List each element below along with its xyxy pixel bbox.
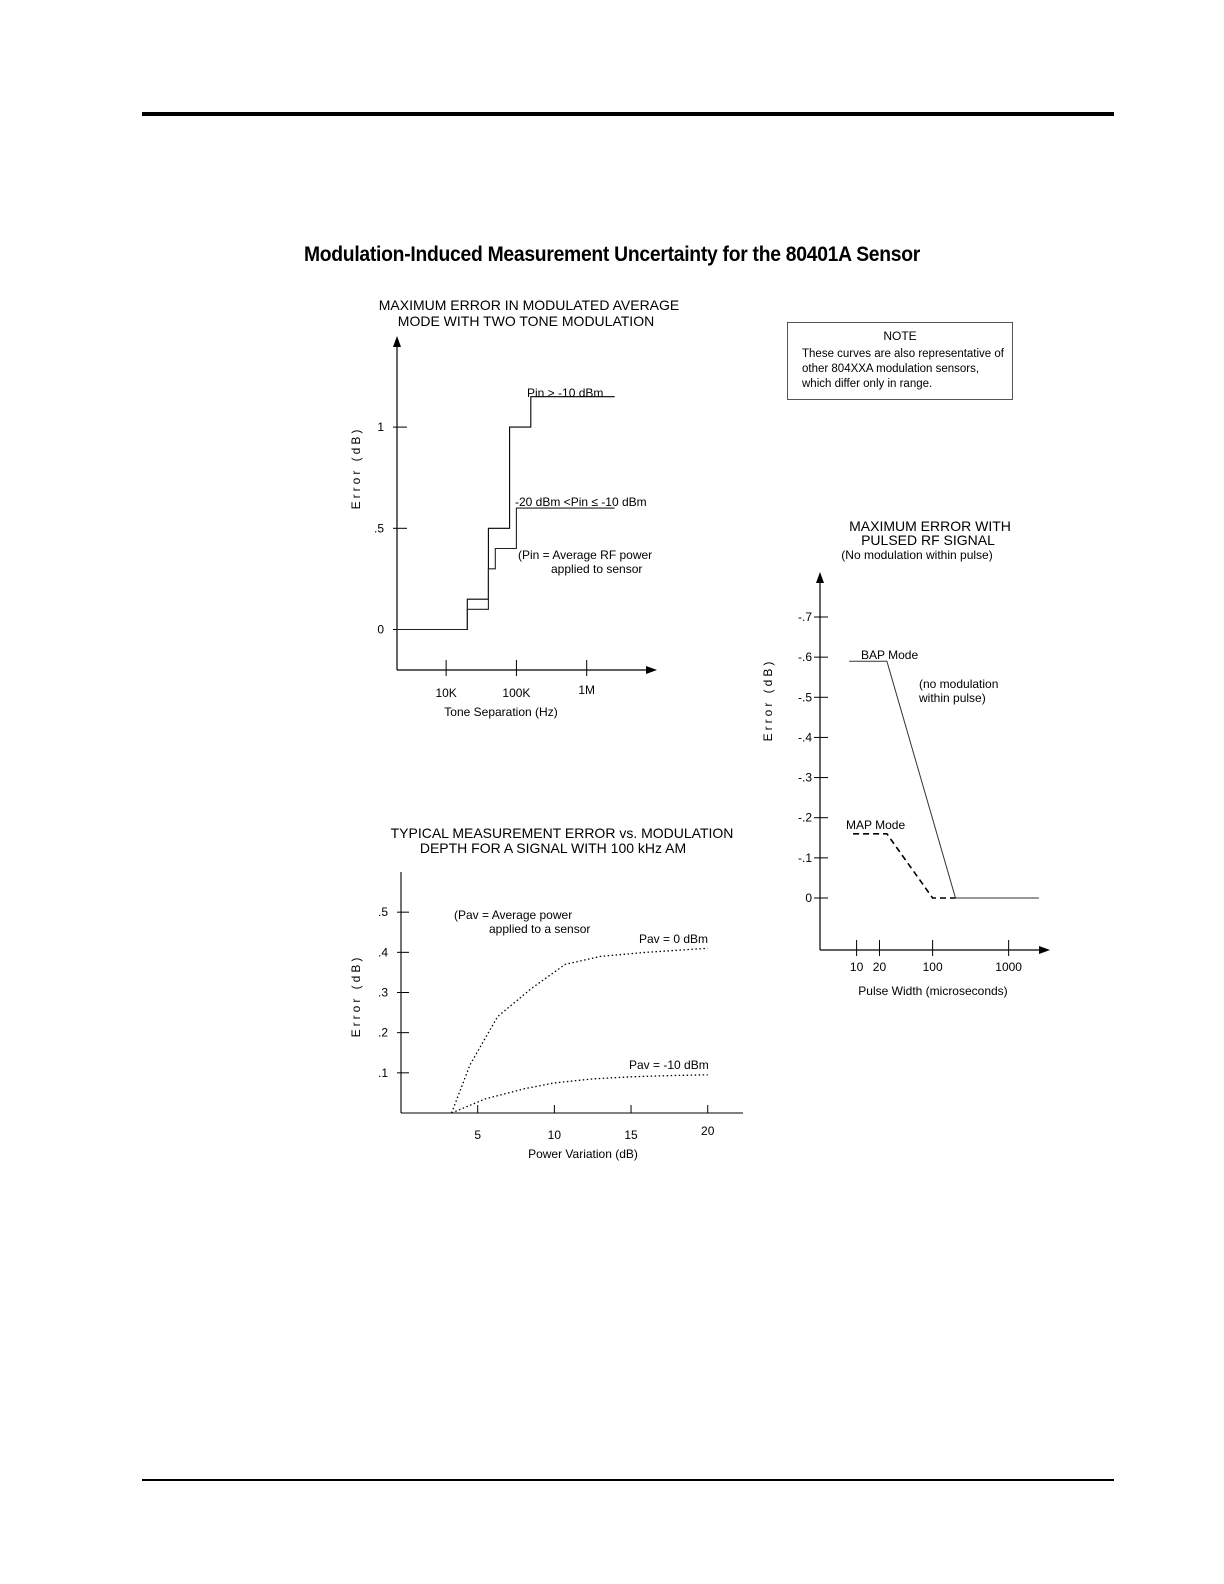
note-title: NOTE xyxy=(883,329,917,343)
chart2-x-tick-label-0: 10 xyxy=(849,960,864,974)
chart2-y-tick-label-2: -.2 xyxy=(797,810,812,825)
chart1-y-tick-label-1: .5 xyxy=(373,521,384,536)
chart3-series-line-1 xyxy=(452,1075,708,1113)
chart3-series-label-1: Pav = -10 dBm xyxy=(629,1058,709,1072)
chart1-y-axis-label: Error (dB) xyxy=(349,426,363,510)
chart2-y-tick-label-3: -.3 xyxy=(797,770,812,785)
chart3-title-line1: TYPICAL MEASUREMENT ERROR vs. MODULATION xyxy=(390,825,734,841)
chart1-title-line2: MODE WITH TWO TONE MODULATION xyxy=(397,313,655,329)
chart1-y-axis-arrow xyxy=(393,336,401,347)
chart1-title-line1: MAXIMUM ERROR IN MODULATED AVERAGE xyxy=(378,297,680,313)
chart1-annotation-1: (Pin = Average RF power xyxy=(518,548,653,562)
chart3-y-tick-label-4: .5 xyxy=(377,905,388,920)
chart1-series-line-0 xyxy=(397,397,615,630)
page-title: Modulation-Induced Measurement Uncertainty for the 80401A Sensor xyxy=(303,243,921,266)
chart2-y-tick-label-6: -.6 xyxy=(797,650,812,665)
chart3-series-label-0: Pav = 0 dBm xyxy=(639,932,709,946)
note-body: These curves are also representative of other 804XXA modulation sensors, which differ only in range. xyxy=(802,348,1004,390)
chart3-x-axis-label: Power Variation (dB) xyxy=(528,1147,638,1161)
chart1-annotation-2: applied to sensor xyxy=(551,562,643,576)
chart3-y-tick-label-0: .1 xyxy=(377,1065,388,1080)
chart3-y-tick-label-1: .2 xyxy=(377,1025,388,1040)
chart3-annotation-1: (Pav = Average power xyxy=(454,908,573,922)
chart3-y-tick-label-3: .4 xyxy=(377,945,388,960)
chart2-x-axis-arrow xyxy=(1039,946,1050,954)
chart2-series-label-0: BAP Mode xyxy=(861,648,919,662)
bottom-rule xyxy=(142,1479,1114,1481)
chart2-title-line1: MAXIMUM ERROR WITH xyxy=(849,518,1011,534)
chart2-x-tick-label-2: 100 xyxy=(922,960,943,974)
chart2-annotation-2: within pulse) xyxy=(919,691,986,705)
chart2-y-axis-label: Error (dB) xyxy=(761,658,775,742)
chart2-y-tick-label-0: 0 xyxy=(805,891,812,905)
chart1-y-tick-label-2: 1 xyxy=(377,420,384,435)
chart3-annotation-2: applied to a sensor xyxy=(489,922,591,936)
chart3-y-tick-label-2: .3 xyxy=(377,985,388,1000)
chart1-x-tick-label-2: 1M xyxy=(578,683,596,697)
chart2-y-tick-label-7: -.7 xyxy=(797,610,812,624)
chart3-title-line2: DEPTH FOR A SIGNAL WITH 100 kHz AM xyxy=(419,840,687,856)
chart2-subtitle: (No modulation within pulse) xyxy=(841,548,993,562)
chart3-x-tick-label-3: 20 xyxy=(701,1124,715,1138)
chart1-x-axis-label: Tone Separation (Hz) xyxy=(444,705,558,719)
chart2-series-label-1: MAP Mode xyxy=(846,818,906,832)
chart1-x-tick-label-0: 10K xyxy=(435,686,457,700)
chart3-x-tick-label-1: 10 xyxy=(547,1128,562,1142)
chart3-x-tick-label-2: 15 xyxy=(624,1128,638,1142)
chart1-x-axis-arrow xyxy=(646,666,657,674)
chart2-x-axis-label: Pulse Width (microseconds) xyxy=(858,984,1008,998)
chart2-y-tick-label-4: -.4 xyxy=(797,730,812,745)
chart2-y-axis-arrow xyxy=(816,572,824,583)
chart1-series-label-1: -20 dBm <Pin ≤ -10 dBm xyxy=(515,495,647,509)
chart1-series-label-0: Pin > -10 dBm xyxy=(527,386,604,400)
chart3-series-line-0 xyxy=(452,948,708,1113)
chart2-annotation-1: (no modulation xyxy=(919,677,999,691)
chart1-x-tick-label-1: 100K xyxy=(502,686,531,700)
chart2-y-tick-label-1: -.1 xyxy=(797,850,812,865)
chart1-y-tick-label-0: 0 xyxy=(377,622,384,637)
chart2-x-tick-label-1: 20 xyxy=(872,960,887,974)
chart2-title-line2: PULSED RF SIGNAL xyxy=(861,532,995,548)
chart3-y-axis-label: Error (dB) xyxy=(349,954,363,1038)
chart2-x-tick-label-3: 1000 xyxy=(995,960,1022,974)
chart3-x-tick-label-0: 5 xyxy=(474,1128,482,1142)
chart2-y-tick-label-5: -.5 xyxy=(797,690,812,705)
